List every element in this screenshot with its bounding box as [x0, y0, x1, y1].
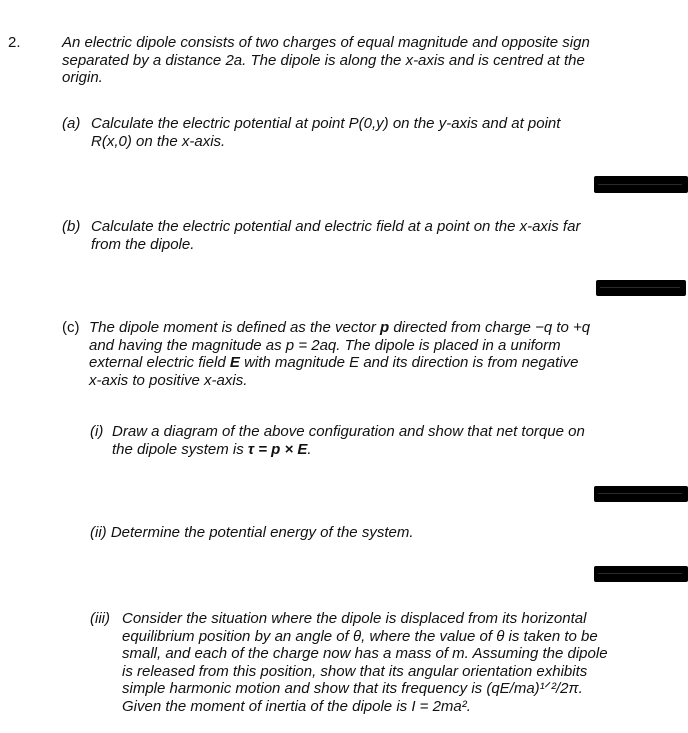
intro-line-2: separated by a distance 2a. The dipole is along the x-axis and is centred at the	[62, 51, 585, 69]
redaction-mark-i	[594, 486, 688, 502]
question-intro	[62, 34, 688, 87]
sub-part-ii-line-1	[90, 524, 688, 542]
sub-part-ii-text: Determine the potential energy of the system.	[110, 524, 414, 541]
part-c-line-1-post: directed from charge −q to +q	[389, 319, 591, 336]
sub-part-i-label: (i)	[90, 423, 104, 440]
part-a-label: (a)	[62, 115, 81, 132]
part-a-line-1: Calculate the electric potential at point P(0,y) on the y-axis and at point	[91, 115, 561, 132]
part-c-line-3-post: with magnitude E and its direction is from negative	[239, 354, 579, 371]
question-number: 2.	[8, 34, 21, 51]
sub-part-iii-label: (iii)	[90, 610, 110, 627]
sub-part-iii-line-2: equilibrium position by an angle of θ, where the value of θ is taken to be	[122, 627, 598, 645]
part-b-line-2: from the dipole.	[91, 235, 195, 253]
part-c	[62, 319, 688, 389]
sub-part-iii-line-1: Consider the situation where the dipole is displaced from its horizontal	[122, 610, 587, 627]
part-c-line-4: x-axis to positive x-axis.	[89, 371, 248, 389]
part-b	[62, 218, 688, 253]
part-c-line-3	[89, 354, 688, 372]
sub-part-iii-line-5: simple harmonic motion and show that its frequency is (qE/ma)¹ᐟ²/2π.	[122, 680, 583, 697]
sub-part-i-line-2	[112, 441, 688, 459]
vector-p-symbol: p	[380, 319, 390, 336]
sub-part-i-line-1: Draw a diagram of the above configuration and show that net torque on	[112, 423, 585, 440]
part-c-line-2: and having the magnitude as p = 2aq. The dipole is placed in a uniform	[89, 336, 561, 354]
sub-part-i	[90, 423, 688, 458]
part-b-line-1: Calculate the electric potential and electric field at a point on the x-axis far	[91, 218, 581, 235]
torque-formula: τ = p × E	[247, 440, 308, 458]
part-c-line-1	[89, 319, 688, 337]
part-a	[62, 115, 688, 150]
sub-part-iii-line-6: Given the moment of inertia of the dipole is I = 2ma².	[122, 697, 471, 715]
sub-part-ii	[90, 524, 688, 542]
redaction-mark-ii	[594, 566, 688, 582]
intro-line-1: An electric dipole consists of two charges of equal magnitude and opposite sign	[62, 34, 590, 51]
sub-part-iii	[90, 610, 688, 715]
sub-part-iii-line-3: small, and each of the charge now has a mass of m. Assuming the dipole	[122, 645, 608, 662]
vector-e-symbol: E	[229, 354, 240, 371]
part-a-line-2: R(x,0) on the x-axis.	[91, 132, 226, 150]
sub-part-ii-label: (ii)	[90, 524, 107, 541]
redaction-mark-a	[594, 176, 688, 193]
sub-part-i-line-2-pre: the dipole system is	[112, 440, 248, 458]
redaction-mark-b	[596, 280, 686, 296]
sub-part-iii-line-4: is released from this position, show that its angular orientation exhibits	[122, 662, 588, 680]
part-c-label: (c)	[62, 319, 80, 336]
sub-part-i-line-2-post: .	[307, 440, 312, 458]
part-b-label: (b)	[62, 218, 81, 235]
part-c-line-1-pre: The dipole moment is defined as the vector	[89, 319, 380, 336]
intro-line-3: origin.	[62, 69, 103, 86]
part-c-line-3-pre: external electric field	[89, 354, 230, 371]
